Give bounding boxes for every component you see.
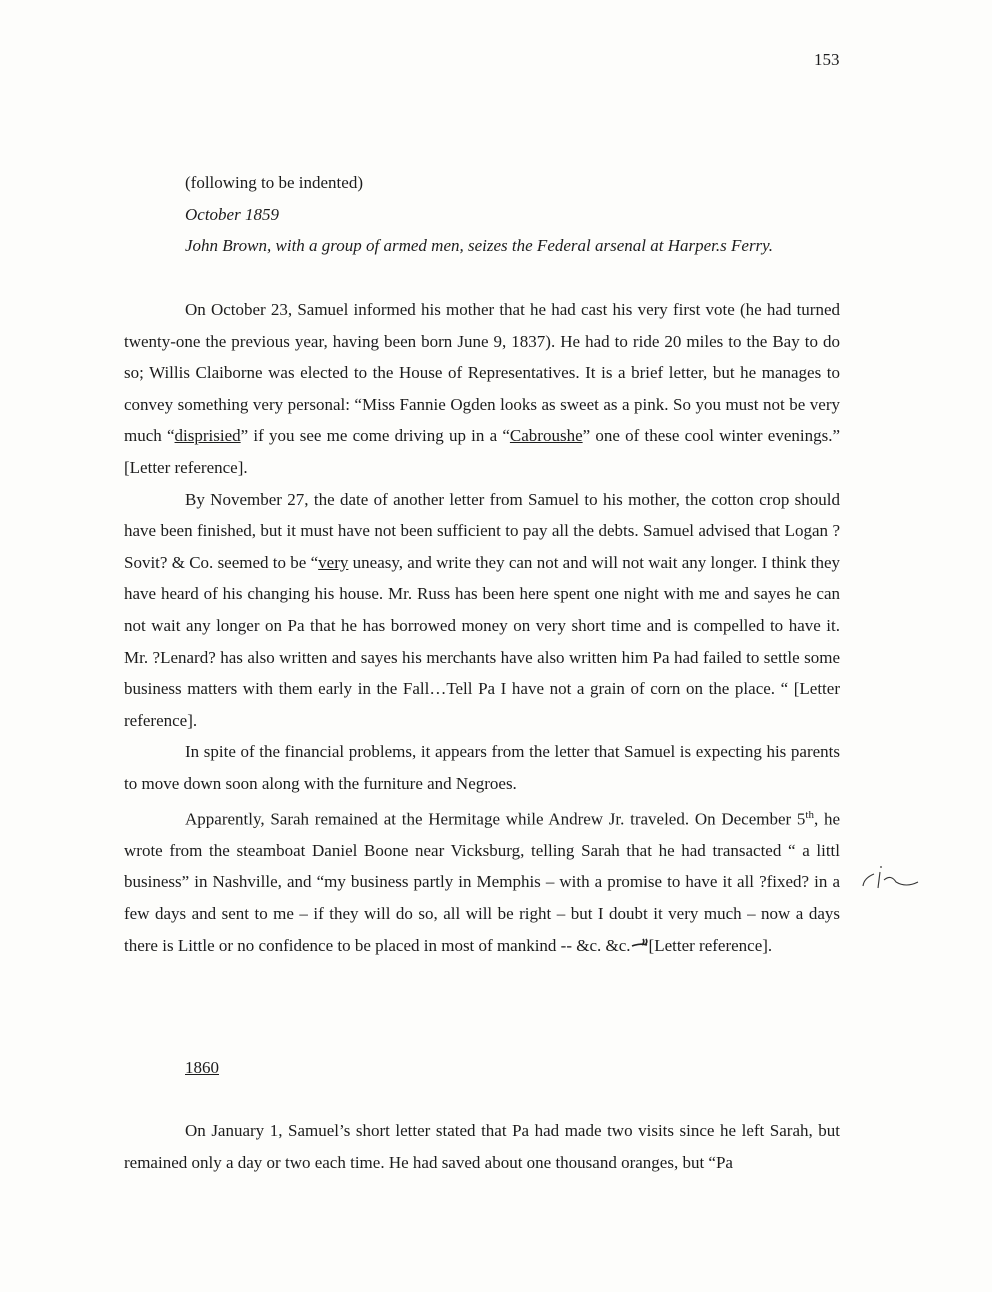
paragraph-first-vote: On October 23, Samuel informed his mother that he had cast his very first vote (he had turned twenty-one the previous year, having been born June 9, 1837). He had to ride 20 miles to the Bay to do so; Willis Claiborne was elected to the House of Representatives. It is a brief letter, but he manages to convey something very personal: “Miss Fannie Ogden looks as sweet as a pink. So you must not be very much “disprisied” if you see me come driving up in a “Cabroushe” one of these cool winter evenings.” [Letter reference]. [124,300,840,477]
paragraph-financial-problems: In spite of the financial problems, it appears from the letter that Samuel is expecting his parents to move down soon along with the furniture and Negroes. [124,742,840,793]
event-date: October 1859 [185,205,279,224]
handwritten-quote-mark-icon [631,937,649,951]
page-number: 153 [814,50,840,69]
body-text-1860 [124,1115,840,1178]
underlined-word: very [318,552,349,572]
underlined-word: disprisied [174,426,241,446]
indent-instruction: (following to be indented) [185,173,363,192]
event-description: John Brown, with a group of armed men, seizes the Federal arsenal at Harper.s Ferry. [185,236,774,255]
body-text-1859 [124,294,840,961]
paragraph-january-letter: On January 1, Samuel’s short letter stated that Pa had made two visits since he left Sarah, but remained only a day or two each time. He had saved about one thousand oranges, but “Pa [124,1121,840,1172]
handwritten-margin-note-icon [858,862,922,896]
underlined-word: Cabroushe [509,426,583,446]
paragraph-december-letter: Apparently, Sarah remained at the Hermitage while Andrew Jr. traveled. On December 5th, he wrote from the steamboat Daniel Boone near Vicksburg, telling Sarah that he had transacted “ a littl business” in Nashville, and “my business partly in Memphis – with a promise to have it all ?fixed? in a few days and sent to me – if they will do so, all will be right – but I doubt it very much – now a days there is Little or no confidence to be placed in most of mankind -- &c. &c. [Letter reference]. [124,808,840,955]
section-heading-1860: 1860 [185,1058,219,1077]
paragraph-november-letter: By November 27, the date of another letter from Samuel to his mother, the cotton crop should have been finished, but it must have not been sufficient to pay all the debts. Samuel advised that Logan ?Sovit? & Co. seemed to be “very uneasy, and write they can not and will not wait any longer. I think they have heard of his changing his house. Mr. Russ has been here spent one night with me and sayes he can not wait any longer on Pa that he has borrowed money on very short time and is compelled to have it. Mr. ?Lenard? has also written and sayes his merchants have also written him Pa had failed to settle some business matters with them early in the Fall…Tell Pa I have not a grain of corn on the place. “ [Letter reference]. [124,489,840,730]
